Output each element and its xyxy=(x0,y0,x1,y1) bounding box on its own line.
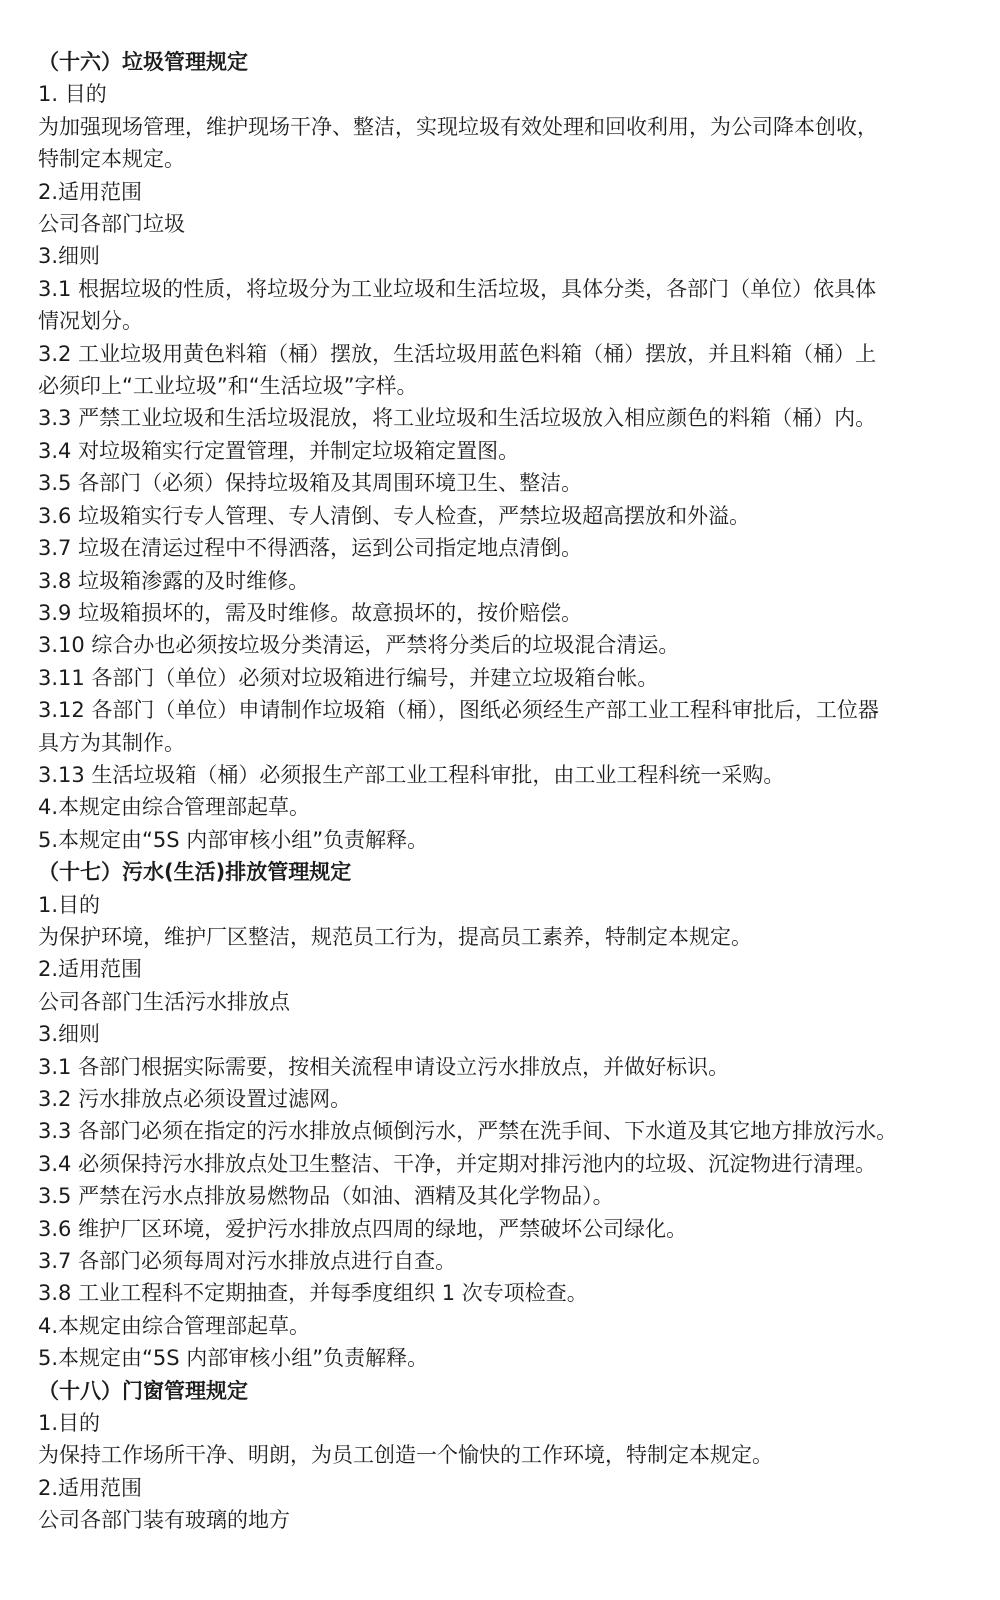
section-17-rules-label: 3.细则 xyxy=(38,1022,101,1047)
section-16-purpose-line-2: 特制定本规定。 xyxy=(38,147,185,172)
section-17-rule-3-5: 3.5 严禁在污水点排放易燃物品（如油、酒精及其化学物品）。 xyxy=(38,1184,614,1209)
section-16-rule-3-7: 3.7 垃圾在清运过程中不得洒落，运到公司指定地点清倒。 xyxy=(38,536,583,561)
section-17-item-4: 4.本规定由综合管理部起草。 xyxy=(38,1313,311,1338)
section-16-title: （十六）垃圾管理规定 xyxy=(38,50,248,74)
section-16-scope-label: 2.适用范围 xyxy=(38,179,143,204)
section-16-rules-label: 3.细则 xyxy=(38,244,101,269)
section-17-scope-label: 2.适用范围 xyxy=(38,957,143,982)
section-17-purpose: 为保护环境，维护厂区整洁，规范员工行为，提高员工素养，特制定本规定。 xyxy=(38,924,752,949)
section-17-rule-3-1: 3.1 各部门根据实际需要，按相关流程申请设立污水排放点，并做好标识。 xyxy=(38,1054,730,1079)
section-16-rule-3-12-b: 具方为其制作。 xyxy=(38,730,185,755)
section-16-item-4: 4.本规定由综合管理部起草。 xyxy=(38,795,311,820)
section-16-rule-3-2-b: 必须印上“工业垃圾”和“生活垃圾”字样。 xyxy=(38,374,418,399)
section-16-rule-3-9: 3.9 垃圾箱损坏的，需及时维修。故意损坏的，按价赔偿。 xyxy=(38,600,583,625)
section-16-item-5: 5.本规定由“5S 内部审核小组”负责解释。 xyxy=(38,827,429,852)
section-16-scope: 公司各部门垃圾 xyxy=(38,212,185,237)
section-16-rule-3-3: 3.3 严禁工业垃圾和生活垃圾混放，将工业垃圾和生活垃圾放入相应颜色的料箱（桶）内。 xyxy=(38,406,877,431)
section-18-title: （十八）门窗管理规定 xyxy=(38,1378,248,1403)
section-16-purpose-label: 1. 目的 xyxy=(38,82,107,107)
section-17-scope: 公司各部门生活污水排放点 xyxy=(38,989,290,1014)
section-16-rule-3-8: 3.8 垃圾箱渗露的及时维修。 xyxy=(38,568,310,593)
section-17-rule-3-3: 3.3 各部门必须在指定的污水排放点倾倒污水，严禁在洗手间、下水道及其它地方排放污水。 xyxy=(38,1119,898,1144)
section-17-purpose-label: 1.目的 xyxy=(38,892,101,917)
section-17-rule-3-2: 3.2 污水排放点必须设置过滤网。 xyxy=(38,1087,352,1111)
section-18-scope-label: 2.适用范围 xyxy=(38,1475,143,1500)
section-16-rule-3-13: 3.13 生活垃圾箱（桶）必须报生产部工业工程科审批，由工业工程科统一采购。 xyxy=(38,762,785,787)
section-16-rule-3-10: 3.10 综合办也必须按垃圾分类清运，严禁将分类后的垃圾混合清运。 xyxy=(38,633,680,658)
section-16-rule-3-11: 3.11 各部门（单位）必须对垃圾箱进行编号，并建立垃圾箱台帐。 xyxy=(38,665,659,690)
section-16-rule-3-1-a: 3.1 根据垃圾的性质，将垃圾分为工业垃圾和生活垃圾，具体分类，各部门（单位）依具体 xyxy=(38,276,877,301)
section-17-title: （十七）污水(生活)排放管理规定 xyxy=(38,860,352,885)
section-17-rule-3-7: 3.7 各部门必须每周对污水排放点进行自查。 xyxy=(38,1249,457,1274)
section-17-rule-3-8: 3.8 工业工程科不定期抽查，并每季度组织 1 次专项检查。 xyxy=(38,1281,588,1306)
section-16-rule-3-2-a: 3.2 工业垃圾用黄色料箱（桶）摆放，生活垃圾用蓝色料箱（桶）摆放，并且料箱（桶）上 xyxy=(38,341,877,366)
section-18-scope: 公司各部门装有玻璃的地方 xyxy=(38,1508,290,1533)
section-17-rule-3-6: 3.6 维护厂区环境，爱护污水排放点四周的绿地，严禁破坏公司绿化。 xyxy=(38,1216,688,1241)
document-page xyxy=(38,46,943,1537)
section-16-rule-3-5: 3.5 各部门（必须）保持垃圾箱及其周围环境卫生、整洁。 xyxy=(38,471,583,496)
section-16-rule-3-12-a: 3.12 各部门（单位）申请制作垃圾箱（桶），图纸必须经生产部工业工程科审批后，工位器 xyxy=(38,698,879,723)
section-18-purpose-label: 1.目的 xyxy=(38,1411,101,1436)
section-16-rule-3-1-b: 情况划分。 xyxy=(38,309,143,334)
section-16-rule-3-4: 3.4 对垃圾箱实行定置管理，并制定垃圾箱定置图。 xyxy=(38,438,520,463)
section-16-purpose-line-1: 为加强现场管理，维护现场干净、整洁，实现垃圾有效处理和回收利用，为公司降本创收， xyxy=(38,114,878,139)
section-17-item-5: 5.本规定由“5S 内部审核小组”负责解释。 xyxy=(38,1346,429,1371)
section-17-rule-3-4: 3.4 必须保持污水排放点处卫生整洁、干净，并定期对排污池内的垃圾、沉淀物进行清理。 xyxy=(38,1151,877,1176)
section-18-purpose: 为保持工作场所干净、明朗，为员工创造一个愉快的工作环境，特制定本规定。 xyxy=(38,1443,773,1468)
section-16-rule-3-6: 3.6 垃圾箱实行专人管理、专人清倒、专人检查，严禁垃圾超高摆放和外溢。 xyxy=(38,503,751,528)
